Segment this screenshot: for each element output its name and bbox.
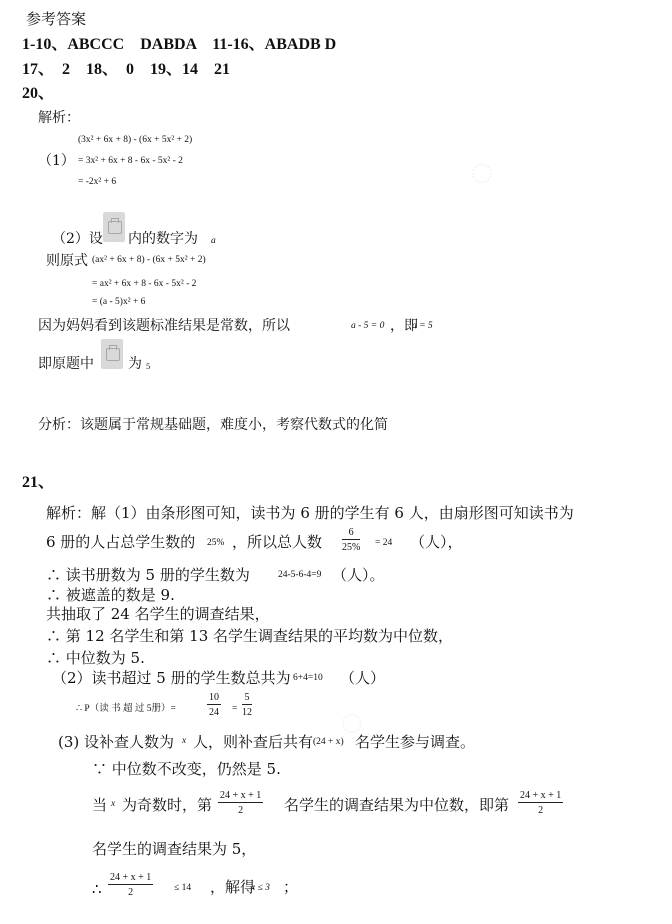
q20-jiexi-label: 解析： bbox=[38, 110, 80, 126]
fraction-denominator: 2 bbox=[538, 805, 544, 816]
fraction-numerator: 24 + x + 1 bbox=[520, 790, 562, 801]
q20-p2-result-before: 即原题中 bbox=[38, 356, 94, 372]
q21-line1: 解析：解（1）由条形图可知，读书为 6 册的学生有 6 人，由扇形图可知读书为 bbox=[46, 504, 574, 522]
q20-p1-line1: (3x² + 6x + 8) - (6x + 5x² + 2) bbox=[78, 135, 193, 145]
q20-p2-ji: ，即 bbox=[390, 318, 418, 334]
q21-fraction-total bbox=[342, 527, 360, 553]
question-20-number: 20、 bbox=[22, 85, 55, 102]
q21-line11: ∵ 中位数不改变，仍然是 5. bbox=[92, 760, 281, 778]
q21-line10-c: 名学生参与调查。 bbox=[355, 733, 476, 751]
q20-p2-result-after: 为 bbox=[128, 356, 142, 372]
blank-box-icon bbox=[103, 212, 125, 242]
fraction-denominator: 2 bbox=[128, 887, 134, 898]
q20-analysis: 分析：该题属于常规基础题，难度小，考察代数式的化简 bbox=[38, 417, 388, 433]
fraction-numerator: 24 + x + 1 bbox=[220, 790, 262, 801]
fraction-numerator: 24 + x + 1 bbox=[110, 872, 152, 883]
q21-fraction-equals: = bbox=[232, 704, 238, 714]
q21-line2-a: 6 册的人占总学生数的 bbox=[46, 533, 196, 551]
q21-line12-var: x bbox=[111, 799, 116, 809]
fraction-denominator: 12 bbox=[242, 707, 252, 718]
q21-line10-expr: (24 + x) bbox=[313, 737, 344, 747]
q20-p1-line2: = 3x² + 6x + 8 - 6x - 5x² - 2 bbox=[78, 156, 183, 166]
q21-fraction-simplified bbox=[242, 692, 252, 718]
q21-line13: 名学生的调查结果为 5， bbox=[92, 840, 257, 858]
q21-line10-b: 人，则补查后共有 bbox=[193, 733, 314, 751]
answers-row-2: 17、 2 18、 0 19、14 21 bbox=[22, 61, 231, 78]
q21-line14-e: ； bbox=[283, 878, 299, 896]
fraction-numerator: 6 bbox=[342, 527, 360, 540]
q20-p2-intro-before: （2）设 bbox=[52, 231, 103, 247]
q21-line6: ∴ 第 12 名学生和第 13 名学生调查结果的平均数为中位数， bbox=[46, 627, 454, 645]
q21-line8-a: （2）读书超过 5 册的学生数总共为 bbox=[52, 669, 291, 687]
q21-fraction-probability bbox=[207, 692, 221, 718]
q21-line14-c: ，解得 bbox=[210, 878, 256, 896]
q20-p2-line1: (ax² + 6x + 8) - (6x + 5x² + 2) bbox=[92, 255, 206, 265]
q20-p1-line3: = -2x² + 6 bbox=[78, 177, 117, 187]
q21-line2-eq: = 24 bbox=[375, 538, 393, 548]
fraction-numerator: 10 bbox=[209, 692, 219, 703]
fraction-denominator: 25% bbox=[342, 542, 361, 553]
background-watermark: ◌ bbox=[470, 150, 494, 194]
fraction-denominator: 2 bbox=[238, 805, 244, 816]
q21-line2-b: ，所以总人数 bbox=[232, 533, 323, 551]
q21-line8-b: （人） bbox=[340, 669, 386, 687]
q20-p2-yuanshi: 则原式 bbox=[46, 253, 88, 269]
fraction-numerator: 5 bbox=[242, 692, 252, 705]
q20-p2-intro-after: 内的数字为 bbox=[128, 231, 198, 247]
q21-fraction-median-1 bbox=[218, 790, 263, 816]
q20-p2-eq2: a = 5 bbox=[412, 321, 433, 331]
q21-line12-a: 当 bbox=[92, 796, 108, 814]
q20-p2-because: 因为妈妈看到该题标准结果是常数，所以 bbox=[38, 318, 290, 334]
q21-fraction-median-2 bbox=[518, 790, 563, 816]
q21-line8-expr: 6+4=10 bbox=[293, 673, 323, 683]
q21-line3-a: ∴ 读书册数为 5 册的学生数为 bbox=[46, 566, 250, 584]
q21-line2-unit: （人）， bbox=[410, 533, 463, 551]
q21-fraction-inequality bbox=[108, 872, 153, 898]
q21-line5: 共抽取了 24 名学生的调查结果， bbox=[46, 605, 270, 623]
q21-line3-b: （人）。 bbox=[332, 566, 385, 584]
q21-line10-var: x bbox=[182, 736, 187, 746]
answers-row-1: 1-10、ABCCC DABDA 11-16、ABADB D bbox=[22, 36, 337, 53]
q21-line12-b: 为奇数时，第 bbox=[122, 796, 213, 814]
q21-line14-d: x ≤ 3 bbox=[251, 883, 270, 893]
background-watermark: ◌ bbox=[340, 700, 364, 744]
q21-line12-c: 名学生的调查结果为中位数，即第 bbox=[284, 796, 510, 814]
q20-p2-variable: a bbox=[211, 236, 216, 246]
q21-line10-a: (3) 设补查人数为 bbox=[58, 733, 175, 751]
q21-line14-a: ∴ bbox=[92, 880, 102, 898]
q21-line4: ∴ 被遮盖的数是 9. bbox=[46, 586, 175, 604]
q21-line7: ∴ 中位数为 5. bbox=[46, 649, 145, 667]
fraction-denominator: 24 bbox=[209, 707, 219, 718]
page-title: 参考答案 bbox=[26, 10, 87, 28]
q20-p2-line3: = (a - 5)x² + 6 bbox=[92, 297, 146, 307]
question-21-number: 21、 bbox=[22, 474, 55, 491]
q21-line14-b: ≤ 14 bbox=[174, 883, 192, 893]
q20-p2-result-value: 5 bbox=[146, 361, 151, 371]
q21-line3-expr: 24-5-6-4=9 bbox=[278, 570, 322, 580]
q20-p2-line2: = ax² + 6x + 8 - 6x - 5x² - 2 bbox=[92, 279, 197, 289]
q21-probability-prefix: ∴ P（读 书 超 过 5册）= bbox=[76, 704, 176, 714]
q21-line2-pct: 25% bbox=[207, 538, 225, 548]
blank-box-icon bbox=[101, 339, 123, 369]
q20-p2-eq1: a - 5 = 0 bbox=[351, 321, 385, 331]
q20-part1-label: （1） bbox=[38, 153, 75, 169]
